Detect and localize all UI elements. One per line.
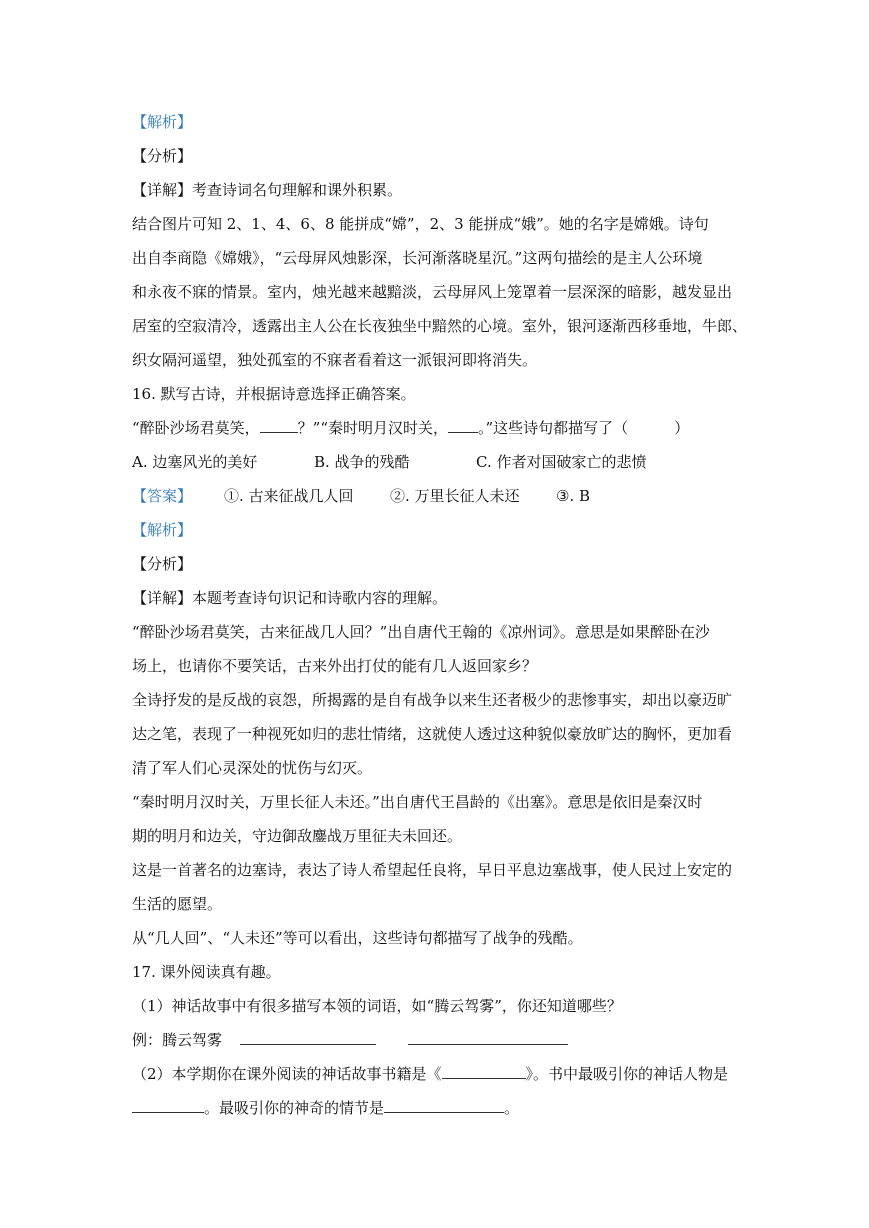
option-c: C. 作者对国破家亡的悲愤 [476, 453, 647, 471]
q15-para-line: 和永夜不寐的情景。室内，烛光越来越黯淡，云母屏风上笼罩着一层深深的暗影，越发显出 [132, 283, 733, 301]
q16-stem-part: ？”“秦时明月汉时关， [297, 419, 449, 437]
q16-para-line: 全诗抒发的是反战的哀怨，所揭露的是自有战争以来生还者极少的悲惨事实，却出以豪迈旷 [132, 691, 733, 709]
q17-sub3-part: 。 [504, 1099, 520, 1117]
q15-para-line: 结合图片可知 2、1、4、6、8 能拼成“嫦”，2、3 能拼成“娥”。她的名字是嫦娥。诗句 [132, 215, 709, 233]
q17-sub3 [132, 1098, 519, 1118]
answer-label: 【答案】 [132, 487, 193, 505]
q16-para-line: 生活的愿望。 [132, 895, 223, 913]
option-b: B. 战争的残酷 [314, 453, 410, 471]
answer-3: ③. B [556, 487, 591, 505]
q16-title: 16. 默写古诗，并根据诗意选择正确答案。 [132, 385, 416, 403]
q16-para-line: 这是一首著名的边塞诗，表达了诗人希望起任良将，早日平息边塞战事，使人民过上安定的 [132, 861, 733, 879]
blank-line [384, 1098, 504, 1113]
blank-line [442, 1064, 526, 1079]
blank-line [240, 1030, 376, 1045]
q17-sub3-part: 。最吸引你的神奇的情节是 [204, 1099, 385, 1117]
blank-line [260, 418, 298, 433]
q16-stem-part: “醉卧沙场君莫笑， [132, 419, 260, 437]
q16-para-line: 清了军人们心灵深处的忧伤与幻灭。 [132, 759, 373, 777]
q16-answer-row [132, 486, 590, 506]
q17-sub2-part: （2）本学期你在课外阅读的神话故事书籍是《 [132, 1065, 442, 1083]
q15-para-line: 居室的空寂清冷，透露出主人公在长夜独坐中黯然的心境。室外，银河逐渐西移垂地，牛郎、 [132, 317, 748, 335]
q16-stem [132, 418, 689, 438]
q17-sub2-part: 》。书中最吸引你的神话人物是 [525, 1065, 729, 1083]
q15-para-line: 出自李商隐《嫦娥》，“云母屏风烛影深，长河渐落晓星沉。”这两句描绘的是主人公环境 [132, 249, 703, 267]
answer-1: ①. 古来征战几人回 [224, 487, 354, 505]
q15-fenxi-label: 【分析】 [132, 147, 193, 165]
q16-para-line: 从“几人回”、“人未还”等可以看出，这些诗句都描写了战争的残酷。 [132, 929, 583, 947]
q16-stem-part: ） [674, 419, 690, 437]
q15-xiangjie: 【详解】考查诗词名句理解和课外积累。 [132, 181, 403, 199]
q17-sub1: （1）神话故事中有很多描写本领的词语，如“腾云驾雾”，你还知道哪些？ [132, 997, 622, 1015]
q16-para-line: “秦时明月汉时关，万里长征人未还。”出自唐代王昌龄的《出塞》。意思是依旧是秦汉时 [132, 793, 703, 811]
q17-example-row [132, 1030, 568, 1050]
example-label: 例：腾云驾雾 [132, 1031, 223, 1049]
q16-para-line: “醉卧沙场君莫笑，古来征战几人回？”出自唐代王翰的《凉州词》。意思是如果醉卧在沙 [132, 623, 710, 641]
q15-jiexi-label: 【解析】 [132, 113, 193, 131]
q16-fenxi-label: 【分析】 [132, 555, 193, 573]
q16-para-line: 场上，也请你不要笑话，古来外出打仗的能有几人返回家乡？ [132, 657, 538, 675]
blank-line [132, 1098, 204, 1113]
q15-para-line: 织女隔河遥望，独处孤室的不寐者看着这一派银河即将消失。 [132, 351, 538, 369]
blank-line [408, 1030, 568, 1045]
q17-title: 17. 课外阅读真有趣。 [132, 963, 281, 981]
answer-2: ②. 万里长征人未还 [390, 487, 520, 505]
q16-stem-part: 。”这些诗句都描写了（ [478, 419, 629, 437]
blank-line [448, 418, 478, 433]
q16-para-line: 达之笔，表现了一种视死如归的悲壮情绪，这就使人透过这种貌似豪放旷达的胸怀，更加看 [132, 725, 733, 743]
option-a: A. 边塞风光的美好 [132, 453, 258, 471]
q17-sub2 [132, 1064, 728, 1084]
q16-options [132, 452, 646, 472]
q16-xiangjie: 【详解】本题考查诗句识记和诗歌内容的理解。 [132, 589, 448, 607]
q16-jiexi-label: 【解析】 [132, 521, 193, 539]
q16-para-line: 期的明月和边关，守边御敌鏖战万里征夫未回还。 [132, 827, 463, 845]
